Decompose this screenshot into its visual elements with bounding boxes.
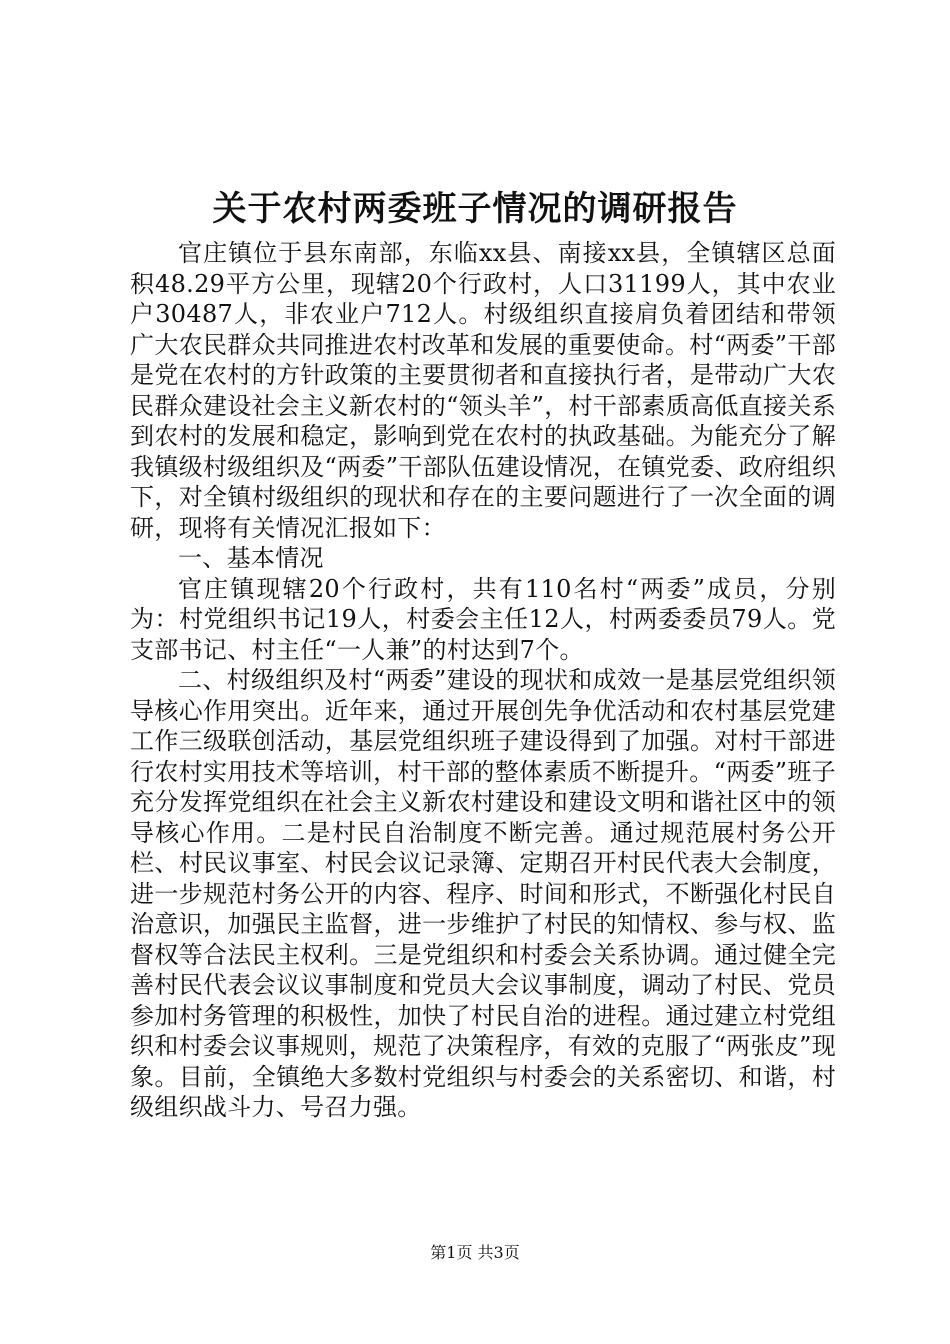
paragraph-status-achievements: 二、村级组织及村“两委”建设的现状和成效一是基层党组织领导核心作用突出。近年来，通过开展创先争优活动和农村基层党建工作三级联创活动，基层党组织班子建设得到了加强。对村干部进行农村实用技术等培训，村干部的整体素质不断提升。“两委”班子充分发挥党组织在社会主义新农村建设和建设文明和谐社区中的领导核心作用。二是村民自治制度不断完善。通过规范展村务公开栏、村民议事室、村民会议记录簿、定期召开村民代表大会制度，进一步规范村务公开的内容、程序、时间和形式，不断强化村民自治意识，加强民主监督，进一步维护了村民的知情权、参与权、监督权等合法民主权利。三是党组织和村委会关系协调。通过健全完善村民代表会议议事制度和党员大会议事制度，调动了村民、党员参加村务管理的积极性，加快了村民自治的进程。通过建立村党组织和村委会议事规则，规范了决策程序，有效的克服了“两张皮”现象。目前，全镇绝大多数村党组织与村委会的关系密切、和谐，村级组织战斗力、号召力强。: [130, 666, 836, 1121]
section-heading-basic: 一、基本情况: [178, 544, 324, 572]
document-title: 关于农村两委班子情况的调研报告: [212, 189, 738, 229]
paragraph-intro: 官庄镇位于县东南部，东临xx县、南接xx县，全镇辖区总面积48.29平方公里，现辖20个行政村，人口31199人，其中农业户30487人，非农业户712人。村级组织直接肩负着团结和带领广大农民群众共同推进农村改革和发展的重要使命。村“两委”干部是党在农村的方针政策的主要贯彻者和直接执行者，是带动广大农民群众建设社会主义新农村的“领头羊”，村干部素质高低直接关系到农村的发展和稳定，影响到党在农村的执政基础。为能充分了解我镇级村级组织及“两委”干部队伍建设情况，在镇党委、政府组织下，对全镇村级组织的现状和存在的主要问题进行了一次全面的调研，现将有关情况汇报如下：: [130, 239, 836, 542]
document-body: [130, 238, 836, 1123]
page-footer: 第1页 共3页: [430, 1243, 520, 1262]
paragraph-basic-situation: 官庄镇现辖20个行政村，共有110名村“两委”成员，分别为：村党组织书记19人，村委会主任12人，村两委委员79人。党支部书记、村主任“一人兼”的村达到7个。: [130, 574, 836, 664]
